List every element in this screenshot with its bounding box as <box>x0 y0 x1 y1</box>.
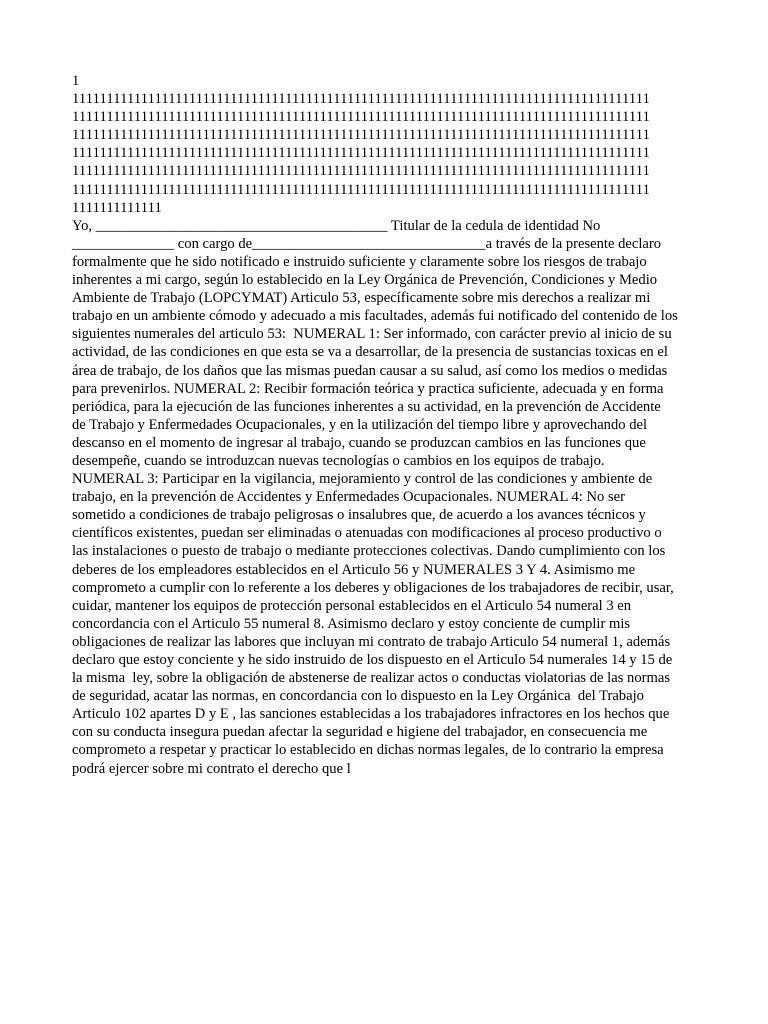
ones-line: 111111111111111111111111111111111111111111111111111111111111111111111111111111111111 <box>72 127 651 144</box>
body-line: con su conducta insegura puedan afectar la seguridad e higiene del trabajador, en consecuencia me <box>72 724 648 741</box>
ones-line: 111111111111111111111111111111111111111111111111111111111111111111111111111111111111 <box>72 91 651 108</box>
body-line: sometido a condiciones de trabajo peligrosas o insalubres que, de acuerdo a los avances técnicos y <box>72 507 646 524</box>
ones-line: 111111111111111111111111111111111111111111111111111111111111111111111111111111111111 <box>72 163 651 180</box>
body-line: científicos existentes, puedan ser eliminadas o atenuadas con modificaciones al proceso productivo o <box>72 525 662 542</box>
body-line: comprometo a cumplir con lo referente a los deberes y obligaciones de los trabajadores de recibir, usar, <box>72 579 674 596</box>
body-line: descanso en el momento de ingresar al trabajo, cuando se produzcan cambios en las funciones que <box>72 434 646 451</box>
body-line: Yo, ________________________________________ Titular de la cedula de identidad No <box>72 217 601 234</box>
body-line: comprometo a respetar y practicar lo establecido en dichas normas legales, de lo contrario la empresa <box>72 742 664 759</box>
body-line: Ambiente de Trabajo (LOPCYMAT) Articulo 53, específicamente sobre mis derechos a realizar mi <box>72 290 651 307</box>
body-line: podrá ejercer sobre mi contrato el derecho que l <box>72 760 351 777</box>
body-line: de Trabajo y Enfermedades Ocupacionales, y en la utilización del tiempo libre y aprovechando del <box>72 416 648 433</box>
body-line: periódica, para la ejecución de las funciones inherentes a su actividad, en la prevención de Accidente <box>72 398 661 415</box>
body-line: Articulo 102 apartes D y E , las sanciones establecidas a los trabajadores infractores en los hechos que <box>72 706 670 723</box>
body-line: trabajo en un ambiente cómodo y adecuado a mis facultades, además fui notificado del contenido de los <box>72 308 678 325</box>
body-line: para prevenirlos. NUMERAL 2: Recibir formación teórica y practica suficiente, adecuada y en forma <box>72 380 664 397</box>
body-line: trabajo, en la prevención de Accidentes y Enfermedades Ocupacionales. NUMERAL 4: No ser <box>72 489 626 506</box>
body-line: ______________ con cargo de________________________________a través de la presente declaro <box>72 235 662 252</box>
body-line: la misma ley, sobre la obligación de abstenerse de realizar actos o conductas violatorias de las normas <box>72 670 670 687</box>
ones-line: 111111111111111111111111111111111111111111111111111111111111111111111111111111111111 <box>72 109 651 126</box>
body-line: formalmente que he sido notificado e instruido suficiente y claramente sobre los riesgos de trabajo <box>72 253 647 270</box>
body-line: las instalaciones o puesto de trabajo o mediante protecciones colectivas. Dando cumplimiento con los <box>72 543 666 560</box>
header-number: 1 <box>72 73 80 89</box>
body-line: actividad, de las condiciones en que esta se va a desarrollar, de la presencia de sustancias toxicas en el <box>72 344 668 361</box>
ones-line: 111111111111111111111111111111111111111111111111111111111111111111111111111111111111 <box>72 181 651 198</box>
body-line: siguientes numerales del articulo 53: NUMERAL 1: Ser informado, con carácter previo al inicio de su <box>72 326 672 343</box>
ones-line: 1111111111111 <box>72 199 162 216</box>
body-line: declaro que estoy conciente y he sido instruido de los dispuesto en el Articulo 54 numerales 14 y 15 de <box>72 652 673 668</box>
body-line: de seguridad, acatar las normas, en concordancia con lo dispuesto en la Ley Orgánica del Trabajo <box>72 688 644 705</box>
body-line: cuidar, mantener los equipos de protección personal establecidos en el Articulo 54 numeral 3 en <box>72 597 632 614</box>
body-line: deberes de los empleadores establecidos en el Articulo 56 y NUMERALES 3 Y 4. Asimismo me <box>72 561 636 578</box>
body-line: obligaciones de realizar las labores que incluyan mi contrato de trabajo Articulo 54 numeral 1, además <box>72 633 671 650</box>
body-line: NUMERAL 3: Participar en la vigilancia, mejoramiento y control de las condiciones y ambiente de <box>72 471 653 488</box>
body-line: área de trabajo, de los daños que las mismas puedan causar a su salud, así como los medios o medidas <box>72 362 668 379</box>
ones-line: 111111111111111111111111111111111111111111111111111111111111111111111111111111111111 <box>72 145 651 162</box>
body-line: inherentes a mi cargo, según lo establecido en la Ley Orgánica de Prevención, Condiciones y Medio <box>72 272 658 289</box>
body-line: desempeñe, cuando se introduzcan nuevas tecnologías o cambios en los equipos de trabajo. <box>72 452 605 469</box>
document-text <box>72 72 702 778</box>
body-line: concordancia con el Articulo 55 numeral 8. Asimismo declaro y estoy conciente de cumplir mis <box>72 615 631 632</box>
